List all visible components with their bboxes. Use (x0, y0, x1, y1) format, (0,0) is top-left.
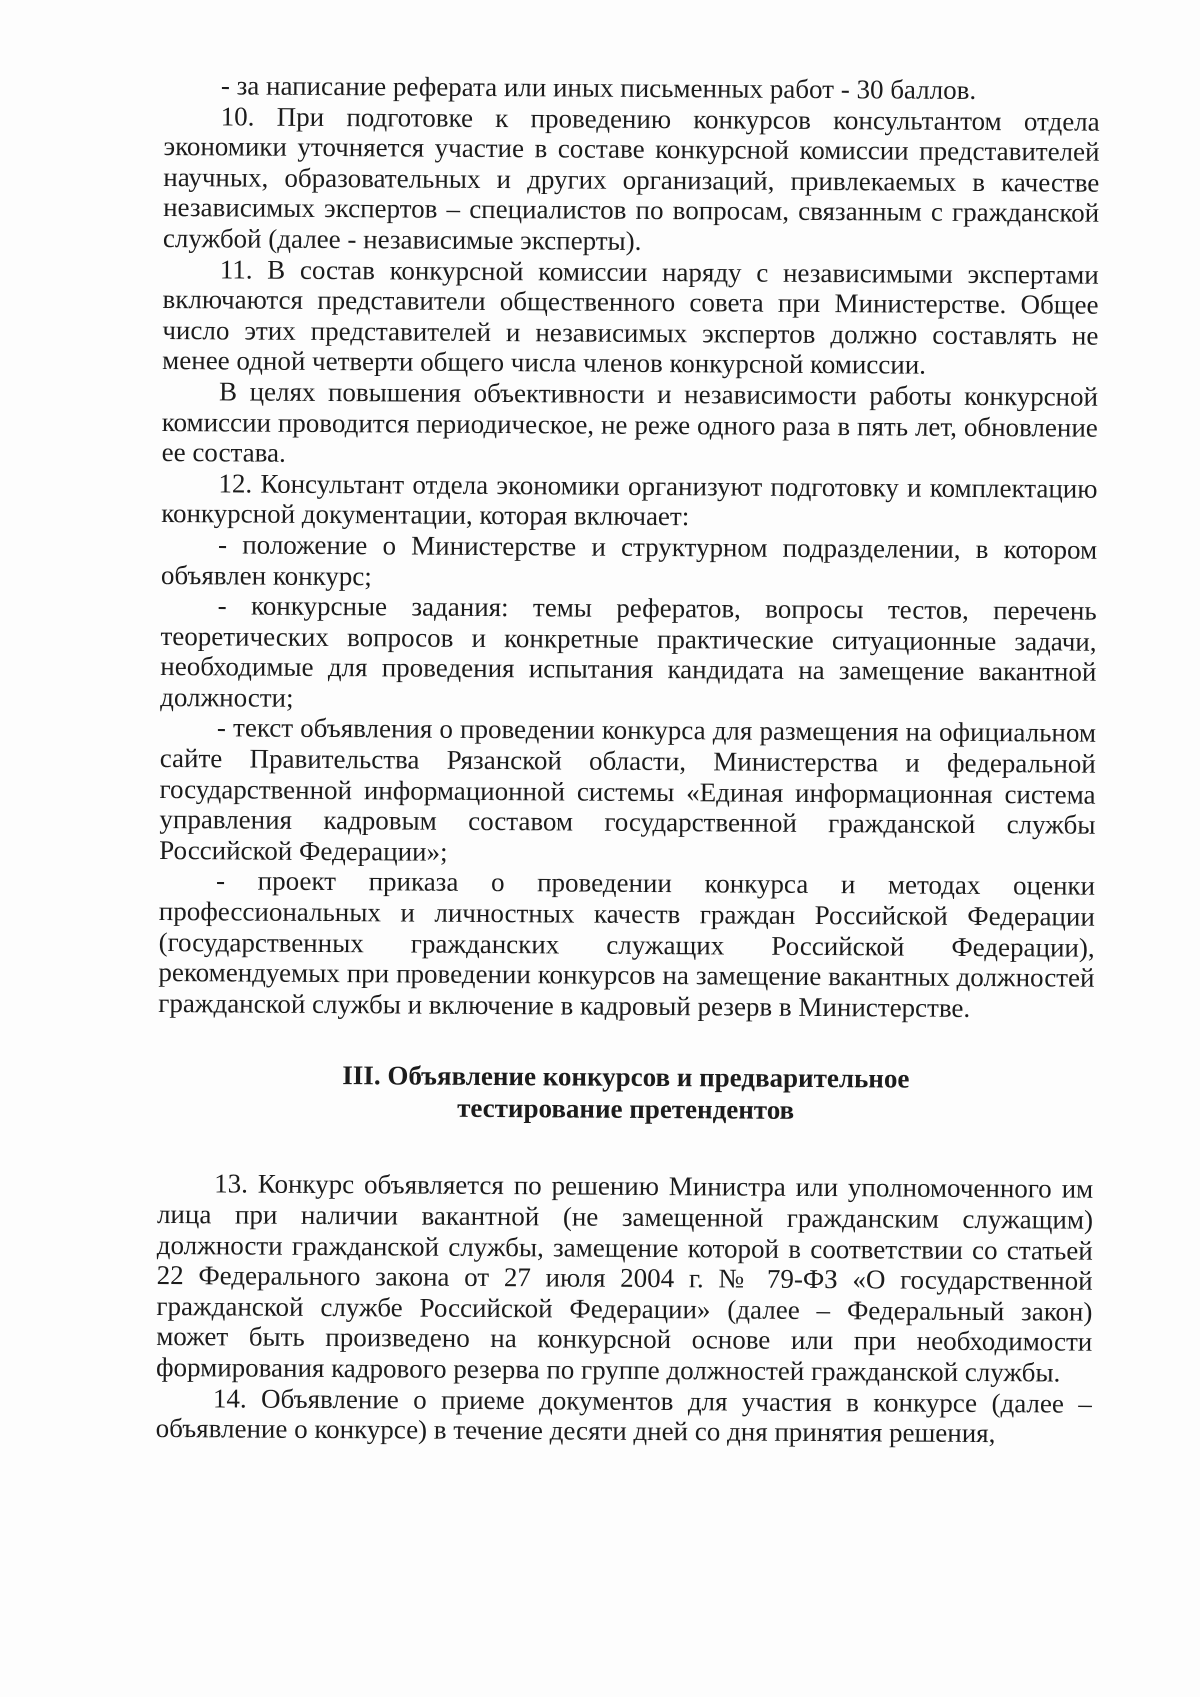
section-heading (158, 1058, 1094, 1128)
list-item-announcement-text: - текст объявления о проведении конкурса для размещения на официальном сайте Правительства Рязанской области, Министерства и федеральной государственной информационной системы «Единая информационная система управления кадровым составом государственной гражданской службы Российской Федерации»; (159, 712, 1097, 867)
paragraph-10: 10. При подготовке к проведению конкурсов консультантом отдела экономики уточняется участие в составе конкурсной комиссии представителей научных, образовательных и других организаций, привлекаемых в качестве независимых экспертов – специалистов по вопросам, связанным с гражданской службой (далее - независимые эксперты). (162, 100, 1100, 256)
paragraph-14: 14. Объявление о приеме документов для участия в конкурсе (далее – объявление о конкурсе) в течение десяти дней со дня принятия решения, (155, 1382, 1092, 1449)
paragraph-13: 13. Конкурс объявляется по решению Министра или уполномоченного им лица при наличии вакантной (не замещенной гражданским служащим) должности гражданской службы, замещение которой в соответствии со статьей 22 Федерального закона от 27 июля 2004 г. № 79-ФЗ «О государственной гражданской службе Российской Федерации» (далее – Федеральный закон) может быть произведено на конкурсной основе или при необходимости формирования кадрового резерва по группе должностей гражданской службы. (155, 1168, 1094, 1388)
list-item-regulation: - положение о Министерстве и структурном подразделении, в котором объявлен конкурс; (160, 529, 1098, 591)
list-item-draft-order: - проект приказа о проведении конкурса и методах оценки профессиональных и личностных качеств граждан Российской Федерации (государственных гражданских служащих Российской Федерации), рекомендуемых при проведении конкурсов на замещение вакантных должностей гражданской службы и включение в кадровый резерв в Министерстве. (158, 865, 1096, 1023)
paragraph-scoring-item: - за написание реферата или иных письменных работ - 30 баллов. (220, 70, 977, 105)
document-body (156, 70, 1100, 1449)
section-heading-line-1: III. Объявление конкурсов и предварительное (342, 1060, 910, 1094)
list-item-competition-tasks: - конкурсные задания: темы рефератов, вопросы тестов, перечень теоретических вопросов и конкретные практические ситуационные задачи, необходимые для проведения испытания кандидата на замещение вакантной должности; (160, 590, 1097, 713)
paragraph-commission-renewal: В целях повышения объективности и независимости работы конкурсной комиссии проводится периодическое, не реже одного раза в пять лет, обновление ее состава. (161, 376, 1099, 468)
section-heading-line-2: тестирование претендентов (457, 1093, 795, 1126)
paragraph-11: 11. В состав конкурсной комиссии наряду с независимыми экспертами включаются представители общественного совета при Министерстве. Общее число этих представителей и независимых экспертов должно составлять не менее одной четверти общего числа членов конкурсной комиссии. (162, 253, 1099, 381)
paragraph-12: 12. Консультант отдела экономики организуют подготовку и комплектацию конкурсной документации, которая включает: (161, 468, 1098, 532)
